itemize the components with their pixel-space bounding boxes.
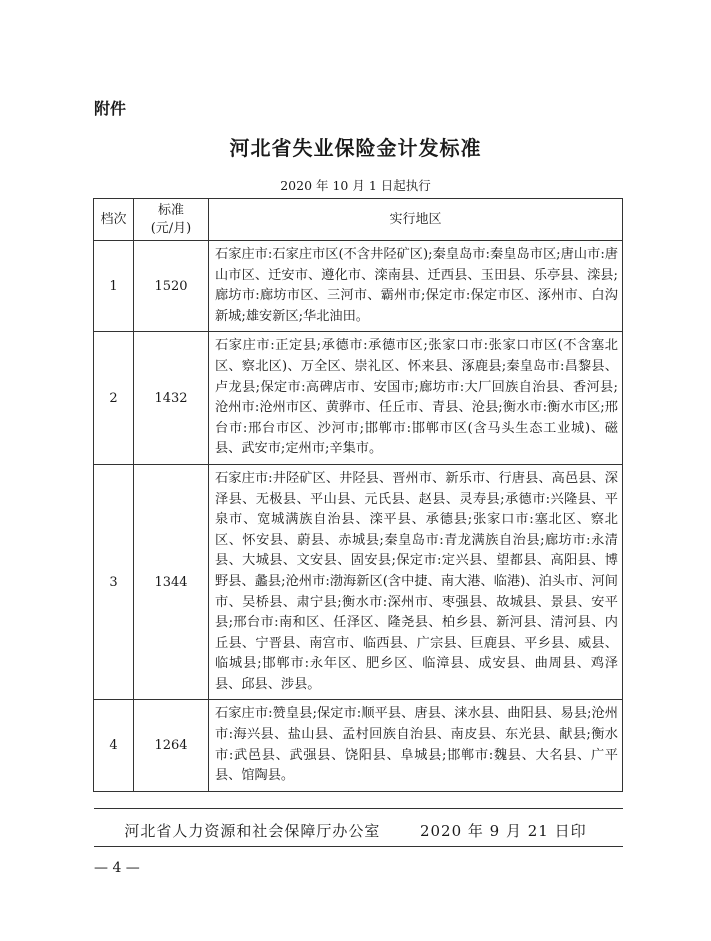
header-grade: 档次 [94,199,134,241]
footer-issuer: 河北省人力资源和社会保障厅办公室 [124,822,381,840]
benefit-standard-table [93,198,623,792]
grade-cell: 1 [94,241,134,332]
grade-cell: 3 [94,464,134,700]
attachment-label: 附件 [94,99,127,118]
document-title: 河北省失业保险金计发标准 [229,136,482,160]
region-cell: 石家庄市:井陉矿区、井陉县、晋州市、新乐市、行唐县、高邑县、深泽县、无极县、平山县、元氏县、赵县、灵寿县;承德市:兴隆县、平泉市、宽城满族自治县、滦平县、承德县;张家口市:塞北区、察北区、怀安县、蔚县、赤城县;秦皇岛市:青龙满族自治县;廊坊市:永清县、大城县、文安县、固安县;保定市:定兴县、望都县、高阳县、博野县、蠡县;沧州市:渤海新区(含中捷、南大港、临港)、泊头市、河间市、吴桥县、肃宁县;衡水市:深州市、枣强县、故城县、景县、安平县;邢台市:南和区、任泽区、隆尧县、柏乡县、新河县、清河县、内丘县、宁晋县、南宫市、临西县、广宗县、巨鹿县、平乡县、威县、临城县;邯郸市:永年区、肥乡区、临漳县、成安县、曲周县、鸡泽县、邱县、涉县。 [209,464,623,700]
table-row [94,700,623,791]
region-cell: 石家庄市:赞皇县;保定市:顺平县、唐县、涞水县、曲阳县、易县;沧州市:海兴县、盐山县、孟村回族自治县、南皮县、东光县、献县;衡水市:武邑县、武强县、饶阳县、阜城县;邯郸市:魏县、大名县、广平县、馆陶县。 [209,700,623,791]
footer-date: 2020 年 9 月 21 日印 [419,822,587,840]
standard-cell: 1344 [134,464,209,700]
page-number: — 4 — [94,860,140,876]
grade-cell: 2 [94,332,134,465]
effective-date: 2020 年 10 月 1 日起执行 [280,178,431,193]
footer-bottom-rule [94,846,623,847]
standard-cell: 1520 [134,241,209,332]
region-cell: 石家庄市:石家庄市区(不含井陉矿区);秦皇岛市:秦皇岛市区;唐山市:唐山市区、迁安市、遵化市、滦南县、迁西县、玉田县、乐亭县、滦县;廊坊市:廊坊市区、三河市、霸州市;保定市:保定市区、涿州市、白沟新城;雄安新区;华北油田。 [209,241,623,332]
grade-cell: 4 [94,700,134,791]
footer-top-rule [94,808,623,809]
table-header-row [94,199,623,241]
header-standard-line2: (元/月) [150,220,192,236]
header-region: 实行地区 [209,199,623,241]
table-row [94,241,623,332]
footer-imprint [0,820,711,841]
header-standard [134,199,209,241]
region-cell: 石家庄市:正定县;承德市:承德市区;张家口市:张家口市区(不含塞北区、察北区)、万全区、崇礼区、怀来县、涿鹿县;秦皇岛市:昌黎县、卢龙县;保定市:高碑店市、安国市;廊坊市:大厂回族自治县、香河县;沧州市:沧州市区、黄骅市、任丘市、青县、沧县;衡水市:衡水市区;邢台市:邢台市区、沙河市;邯郸市:邯郸市区(含马头生态工业城)、磁县、武安市;定州市;辛集市。 [209,332,623,465]
table-row [94,464,623,700]
table-row [94,332,623,465]
standard-cell: 1432 [134,332,209,465]
standard-cell: 1264 [134,700,209,791]
header-standard-line1: 标准 [157,202,184,218]
